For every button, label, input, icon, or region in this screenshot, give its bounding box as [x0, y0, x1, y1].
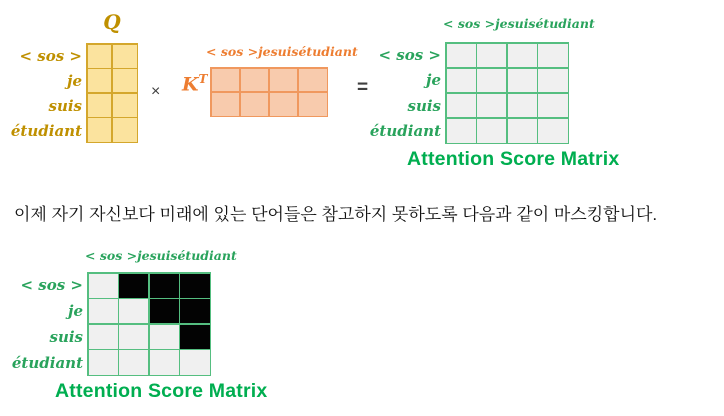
- token-label: < sos >: [20, 276, 83, 294]
- matrix-cell: [113, 69, 137, 92]
- token-label: je: [68, 302, 83, 320]
- score-matrix-row-labels: [359, 42, 441, 144]
- matrix-cell: [477, 94, 506, 118]
- matrix-cell: [508, 119, 537, 143]
- matrix-cell: [538, 119, 567, 143]
- q-matrix-label: Q: [103, 10, 121, 34]
- token-label: étudiant: [369, 122, 441, 141]
- matrix-cell: [88, 45, 112, 68]
- k-letter: K: [182, 73, 199, 96]
- token-label: étudiant: [10, 121, 82, 140]
- transpose-superscript: T: [198, 72, 208, 86]
- masked-cell: [150, 274, 179, 298]
- matrix-cell: [538, 69, 567, 93]
- matrix-cell: [88, 94, 112, 117]
- matrix-cell: [299, 93, 327, 116]
- token-label: étudiant: [298, 44, 358, 59]
- matrix-cell: [447, 94, 476, 118]
- k-transpose-grid: [210, 67, 328, 117]
- matrix-cell: [89, 325, 118, 349]
- matrix-cell: [150, 325, 179, 349]
- matrix-cell: [270, 93, 298, 116]
- token-label: je: [495, 16, 508, 31]
- masked-cell: [180, 325, 209, 349]
- q-matrix-row-labels: [0, 43, 82, 143]
- token-label: suis: [149, 248, 178, 263]
- masked-cell: [119, 274, 148, 298]
- token-label: étudiant: [177, 248, 237, 263]
- matrix-cell: [508, 94, 537, 118]
- masked-cell: [180, 274, 209, 298]
- masked-cell: [150, 299, 179, 323]
- matrix-cell: [477, 69, 506, 93]
- score-matrix-grid: [445, 42, 569, 144]
- matrix-cell: [113, 94, 137, 117]
- matrix-cell: [212, 93, 240, 116]
- matrix-cell: [299, 69, 327, 92]
- matrix-cell: [113, 118, 137, 141]
- multiply-operator: ×: [151, 83, 161, 100]
- masked-matrix-column-labels: [85, 248, 237, 263]
- token-label: < sos >: [378, 45, 441, 64]
- matrix-cell: [241, 69, 269, 92]
- matrix-cell: [508, 69, 537, 93]
- k-matrix-column-labels: [206, 44, 358, 59]
- token-label: < sos >: [206, 44, 259, 59]
- matrix-cell: [477, 119, 506, 143]
- q-matrix-grid: [86, 43, 138, 143]
- token-label: je: [426, 71, 441, 90]
- matrix-cell: [150, 350, 179, 374]
- token-label: suis: [48, 96, 82, 115]
- token-label: suis: [270, 44, 299, 59]
- matrix-cell: [89, 274, 118, 298]
- matrix-cell: [447, 119, 476, 143]
- masked-matrix-grid: [87, 272, 211, 376]
- score-matrix-title: Attention Score Matrix: [407, 148, 620, 170]
- matrix-cell: [538, 44, 567, 68]
- matrix-cell: [89, 350, 118, 374]
- token-label: < sos >: [85, 248, 138, 263]
- token-label: suis: [49, 328, 83, 346]
- masked-matrix-row-labels: [1, 272, 83, 376]
- token-label: étudiant: [11, 354, 83, 372]
- equals-operator: =: [357, 77, 369, 98]
- token-label: étudiant: [535, 16, 595, 31]
- matrix-cell: [477, 44, 506, 68]
- score-matrix-column-labels: [443, 16, 595, 31]
- token-label: suis: [507, 16, 536, 31]
- matrix-cell: [447, 69, 476, 93]
- matrix-cell: [241, 93, 269, 116]
- matrix-cell: [180, 350, 209, 374]
- token-label: je: [137, 248, 150, 263]
- matrix-cell: [212, 69, 240, 92]
- token-label: suis: [407, 96, 441, 115]
- matrix-cell: [89, 299, 118, 323]
- matrix-cell: [119, 325, 148, 349]
- token-label: < sos >: [19, 46, 82, 65]
- matrix-cell: [447, 44, 476, 68]
- matrix-cell: [119, 350, 148, 374]
- matrix-cell: [119, 299, 148, 323]
- matrix-cell: [88, 69, 112, 92]
- matrix-cell: [538, 94, 567, 118]
- token-label: < sos >: [443, 16, 496, 31]
- matrix-cell: [88, 118, 112, 141]
- matrix-cell: [113, 45, 137, 68]
- matrix-cell: [270, 69, 298, 92]
- token-label: je: [67, 71, 82, 90]
- masked-matrix-title: Attention Score Matrix: [55, 380, 268, 402]
- explanation-text: 이제 자기 자신보다 미래에 있는 단어들은 참고하지 못하도록 다음과 같이 마스킹합니다.: [14, 205, 658, 224]
- masked-cell: [180, 299, 209, 323]
- matrix-cell: [508, 44, 537, 68]
- token-label: je: [258, 44, 271, 59]
- k-transpose-label: [182, 72, 207, 95]
